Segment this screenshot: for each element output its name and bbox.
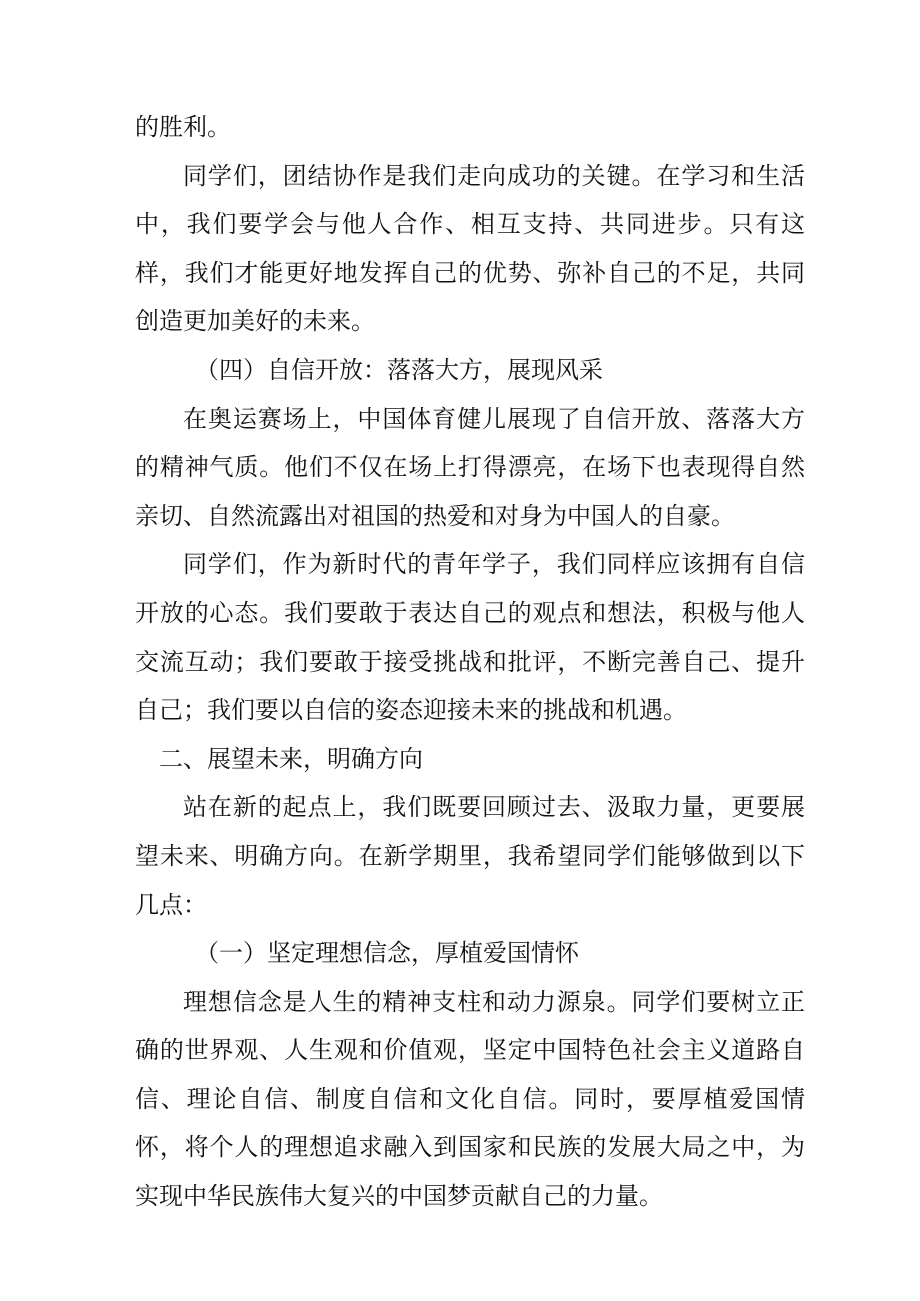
subheading-confidence-openness: （四）自信开放：落落大方，展现风采	[195, 355, 603, 384]
paragraph-olympic-athletes: 在奥运赛场上，中国体育健儿展现了自信开放、落落大方的精神气质。他们不仅在场上打得漂亮，在场下也表现得自然亲切、自然流露出对祖国的热爱和对身为中国人的自豪。	[135, 404, 805, 530]
document-body	[135, 103, 805, 1221]
paragraph-continuation: 的胜利。	[135, 113, 231, 141]
paragraph-teamwork: 同学们，团结协作是我们走向成功的关键。在学习和生活中，我们要学会与他人合作、相互支持、共同进步。只有这样，我们才能更好地发挥自己的优势、弥补自己的不足，共同创造更加美好的未来。	[135, 161, 805, 336]
subheading-ideals-patriotism: （一）坚定理想信念，厚植爱国情怀	[195, 939, 579, 968]
paragraph-ideals-beliefs: 理想信念是人生的精神支柱和动力源泉。同学们要树立正确的世界观、人生观和价值观，坚定中国特色社会主义道路自信、理论自信、制度自信和文化自信。同时，要厚植爱国情怀，将个人的理想追求融入到国家和民族的发展大局之中，为实现中华民族伟大复兴的中国梦贡献自己的力量。	[135, 987, 805, 1211]
paragraph-new-semester: 站在新的起点上，我们既要回顾过去、汲取力量，更要展望未来、明确方向。在新学期里，我希望同学们能够做到以下几点：	[135, 793, 805, 919]
paragraph-confident-mindset: 同学们，作为新时代的青年学子，我们同样应该拥有自信开放的心态。我们要敢于表达自己的观点和想法，积极与他人交流互动；我们要敢于接受挑战和批评，不断完善自己、提升自己；我们要以自信的姿态迎接未来的挑战和机遇。	[135, 550, 805, 725]
section-heading-look-ahead: 二、展望未来，明确方向	[159, 744, 423, 773]
